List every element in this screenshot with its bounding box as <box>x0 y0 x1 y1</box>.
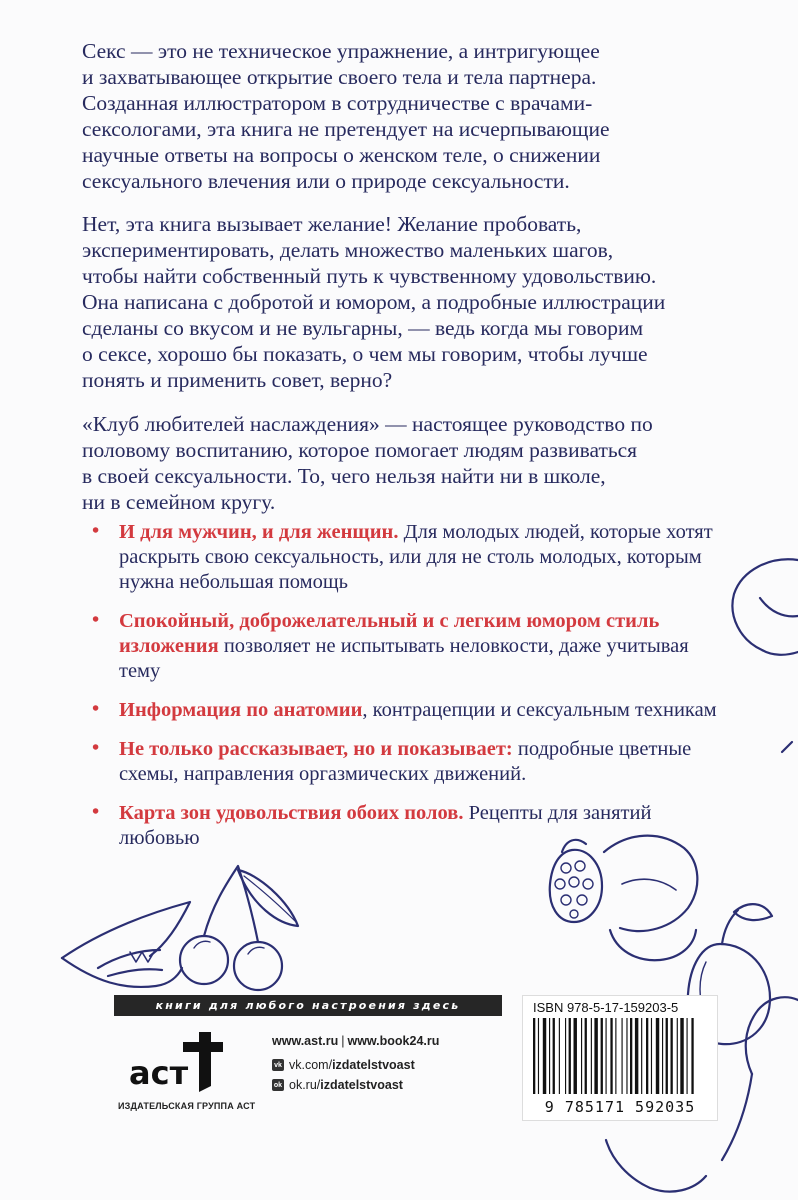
barcode-number: 9 785171 592035 <box>544 1098 696 1116</box>
barcode-bar <box>615 1018 616 1094</box>
barcode-bar <box>630 1018 632 1094</box>
cherries-illustration <box>180 866 298 990</box>
barcode-bars <box>531 1018 709 1098</box>
barcode-bar <box>553 1018 555 1094</box>
barcode-bar <box>581 1018 582 1094</box>
hand-illustration <box>732 559 798 654</box>
barcode-bar <box>680 1018 683 1094</box>
feature-highlight: Спокойный, доброжелательный и с легким юмором стиль изложения <box>119 610 660 657</box>
feature-highlight: И для мужчин, и для женщин. <box>119 521 399 543</box>
barcode-bar <box>651 1018 652 1094</box>
barcode-bar <box>538 1018 539 1094</box>
feature-text: Рецепты для занятий любовью <box>119 802 652 849</box>
ast-site-link[interactable]: www.ast.ru <box>272 1034 339 1048</box>
publisher-name: ИЗДАТЕЛЬСКАЯ ГРУППА АСТ <box>118 1101 256 1111</box>
isbn-number: ISBN 978-5-17-159203-5 <box>533 1000 679 1015</box>
book24-site-link[interactable]: www.book24.ru <box>347 1034 440 1048</box>
barcode-bar <box>574 1018 577 1094</box>
barcode-bar <box>626 1018 627 1094</box>
barcode-bar <box>594 1018 597 1094</box>
publisher-links <box>272 1034 439 1098</box>
barcode-bar <box>591 1018 592 1094</box>
ast-logo <box>125 1030 225 1096</box>
logo-cross <box>183 1032 223 1092</box>
barcode-bar <box>559 1018 560 1094</box>
barcode-bar <box>565 1018 566 1094</box>
barcode-bar <box>646 1018 648 1094</box>
feature-text: позволяет не испытывать неловкости, даже учитывая тему <box>119 635 689 682</box>
barcode-bar <box>543 1018 546 1094</box>
feature-highlight: Карта зон удовольствия обоих полов. <box>119 802 464 824</box>
vk-link[interactable]: vk vk.com/ izdatelstvoast <box>272 1058 439 1072</box>
link-separator: | <box>341 1034 345 1048</box>
ok-icon: ok <box>272 1079 284 1091</box>
barcode-bar <box>610 1018 612 1094</box>
mouth-illustration <box>604 836 697 961</box>
barcode-bar <box>585 1018 587 1094</box>
barcode-bar <box>671 1018 673 1094</box>
barcode-bar <box>662 1018 663 1094</box>
logo-text: аст <box>129 1054 189 1092</box>
bullet-marker: • <box>92 737 100 759</box>
ok-link[interactable]: ok ok.ru/ izdatelstvoast <box>273 1078 403 1092</box>
feature-text: подробные цветные схемы, направления оргазмических движений. <box>119 738 692 785</box>
bullet-marker: • <box>92 801 100 823</box>
tagline-bar: книги для любого настроения здесь <box>114 995 502 1016</box>
bullet-marker: • <box>92 698 100 720</box>
barcode-bar <box>601 1018 603 1094</box>
raspberry-illustration <box>550 840 602 922</box>
barcode-bar <box>666 1018 668 1094</box>
barcode-bar <box>533 1018 535 1094</box>
barcode-bar <box>641 1018 642 1094</box>
intro-paragraph-2: Нет, эта книга вызывает желание! Желание пробовать, экспериментировать, делать множество маленьких шагов, чтобы найти собственный путь к чувственному удовольствию. Она написана с добротой и юмором, а подробные иллюстрации сделаны со вкусом и не вульгарны, — ведь когда мы говорим о сексе, хорошо бы показать, о чем мы говорим, чтобы лучше понять и применить совет, верно? <box>82 212 666 392</box>
feature-highlight: Не только рассказывает, но и показывает: <box>119 738 513 760</box>
barcode-bar <box>549 1018 550 1094</box>
barcode-bar <box>569 1018 571 1094</box>
vk-icon: vk <box>272 1059 284 1071</box>
lips-illustration <box>62 902 190 958</box>
feature-text: Для молодых людей, которые хотят раскрыть свою сексуальность, или для не столь молодых, которым нужна небольшая помощь <box>119 521 713 593</box>
barcode-bar <box>691 1018 693 1094</box>
barcode-bar <box>677 1018 678 1094</box>
website-links <box>272 1034 439 1048</box>
feature-highlight: Информация по анатомии <box>119 699 363 721</box>
bullet-marker: • <box>92 609 100 631</box>
barcode-bar <box>606 1018 607 1094</box>
intro-paragraph-1: Секс — это не техническое упражнение, а интригующее и захватывающее открытие своего тела и тела партнера. Созданная иллюстратором в сотрудничестве с врачами- сексологами, эта книга не претендует на исчерпывающие научные ответы на вопросы о женском теле, о снижении сексуального влечения или о природе сексуальности. <box>82 39 610 193</box>
feature-text: , контрацепции и сексуальным техникам <box>362 699 717 721</box>
bullet-marker: • <box>92 520 100 542</box>
barcode-bar <box>622 1018 623 1094</box>
intro-paragraph-3: «Клуб любителей наслаждения» — настоящее руководство по половому воспитанию, которое помогает людям развиваться в своей сексуальности. То, чего нельзя найти ни в школе, ни в семейном кругу. <box>82 412 653 514</box>
barcode-bar <box>635 1018 638 1094</box>
isbn-barcode <box>522 995 718 1121</box>
barcode-bar <box>687 1018 688 1094</box>
barcode-bar <box>656 1018 659 1094</box>
